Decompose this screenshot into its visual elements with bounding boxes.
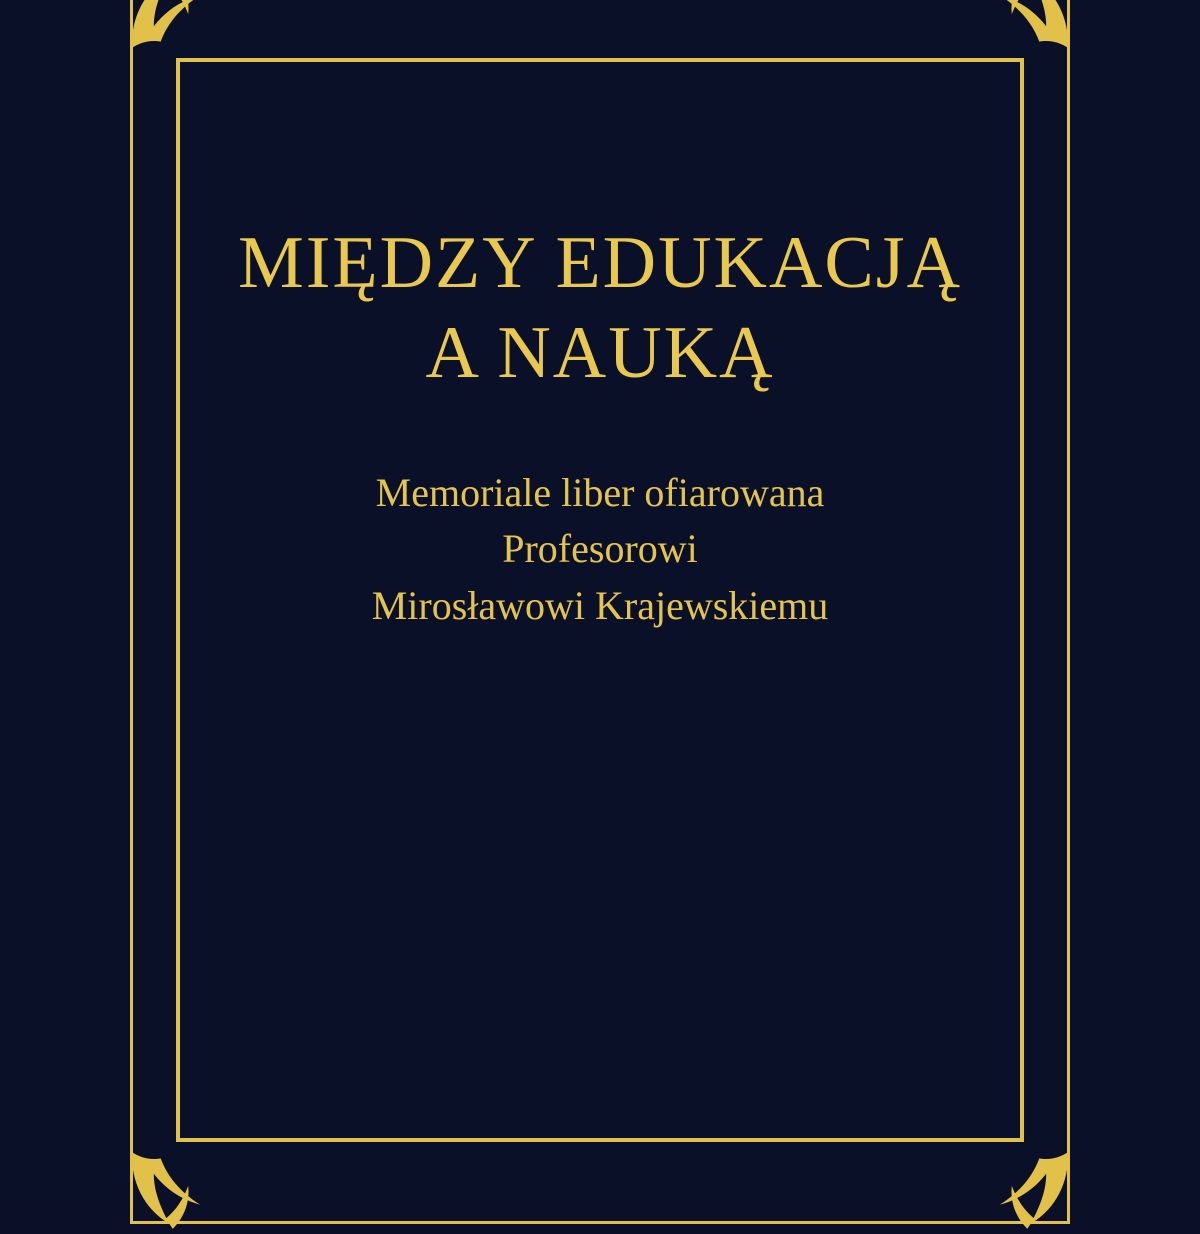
corner-flourish-icon xyxy=(986,1148,1072,1234)
corner-flourish-icon xyxy=(128,0,214,52)
book-title-line-2: A NAUKĄ xyxy=(425,312,775,395)
cover-text-block xyxy=(200,218,1000,635)
book-subtitle-line-2: Profesorowi xyxy=(502,526,698,572)
book-subtitle-line-1: Memoriale liber ofiarowana xyxy=(375,469,825,515)
corner-flourish-icon xyxy=(986,0,1072,52)
book-title xyxy=(200,218,1000,399)
book-subtitle-line-3: Mirosławowi Krajewskiemu xyxy=(371,583,829,629)
book-subtitle xyxy=(200,465,1000,635)
corner-flourish-icon xyxy=(128,1148,214,1234)
book-title-line-1: MIĘDZY EDUKACJĄ xyxy=(237,222,963,304)
